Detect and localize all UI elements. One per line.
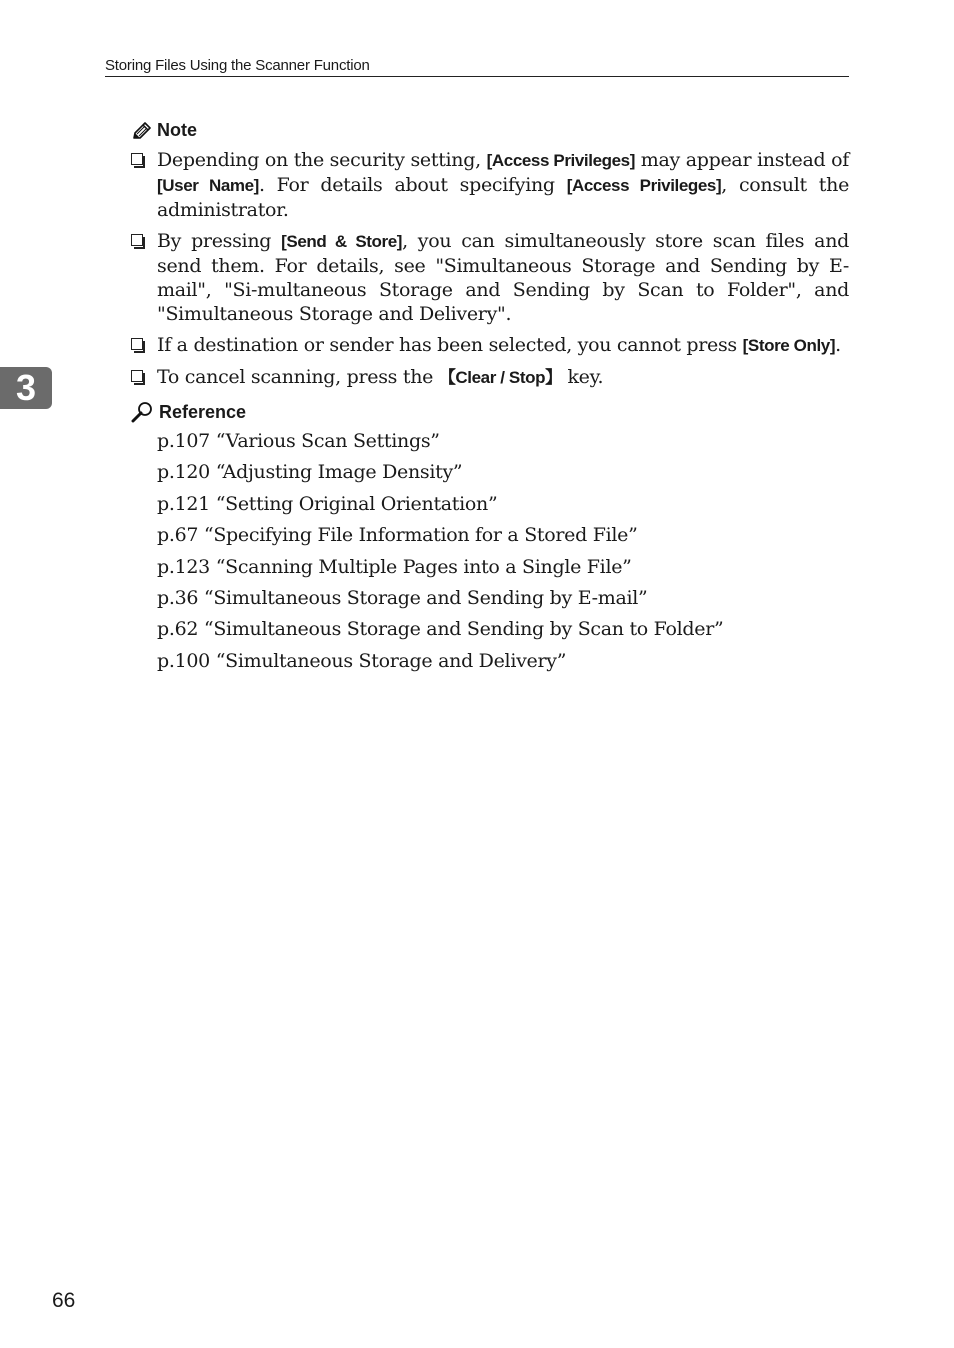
note-text: , consult the administrator. bbox=[157, 174, 850, 221]
note-item bbox=[131, 333, 849, 358]
reference-link[interactable]: p.107 “Various Scan Settings” bbox=[157, 430, 440, 452]
checkbox-bullet-icon bbox=[131, 153, 143, 165]
key-label: 【Clear / Stop】 bbox=[438, 368, 562, 387]
checkbox-bullet-icon bbox=[131, 338, 143, 350]
reference-link[interactable]: p.67 “Specifying File Information for a Stored File” bbox=[157, 524, 638, 547]
note-text: To cancel scanning, press the bbox=[157, 366, 439, 388]
key-label: [Send & Store] bbox=[281, 232, 403, 251]
checkbox-bullet-icon bbox=[131, 370, 143, 382]
key-label: [Store Only] bbox=[742, 336, 836, 355]
key-label: [Access Privileges] bbox=[566, 176, 722, 195]
note-text: If a destination or sender has been selected, you cannot press bbox=[157, 334, 743, 356]
reference-link[interactable]: p.120 “Adjusting Image Density” bbox=[157, 461, 463, 484]
magnifier-icon bbox=[131, 401, 155, 423]
chapter-tab: 3 bbox=[0, 367, 52, 409]
note-heading bbox=[131, 120, 197, 141]
note-heading-label: Note bbox=[157, 120, 197, 140]
note-text: . For details about specifying bbox=[258, 174, 567, 196]
reference-link[interactable]: p.62 “Simultaneous Storage and Sending by Scan to Folder” bbox=[157, 618, 724, 641]
running-header: Storing Files Using the Scanner Function bbox=[105, 57, 849, 77]
reference-link[interactable]: p.100 “Simultaneous Storage and Delivery” bbox=[157, 649, 567, 672]
reference-link[interactable]: p.123 “Scanning Multiple Pages into a Single File” bbox=[157, 555, 632, 578]
note-text: . bbox=[835, 334, 841, 356]
page-number: 66 bbox=[52, 1289, 76, 1312]
key-label: [Access Privileges] bbox=[486, 151, 635, 170]
note-item bbox=[131, 365, 849, 390]
reference-link[interactable]: p.121 “Setting Original Orientation” bbox=[157, 492, 498, 515]
note-text: By pressing bbox=[157, 230, 282, 252]
key-label: [User Name] bbox=[157, 176, 259, 195]
pencil-icon bbox=[131, 121, 153, 141]
note-item bbox=[131, 229, 849, 326]
note-text: Depending on the security setting, bbox=[157, 149, 487, 171]
reference-list bbox=[157, 429, 857, 680]
note-item bbox=[131, 148, 849, 222]
reference-heading-label: Reference bbox=[159, 401, 247, 422]
note-text: , you can simultaneously store scan files and send them. For details, see "Simultaneous Storage and Sending by E-mail", "Si-multaneous Storage and Sending by Scan to Folder", and "Simultaneous Storage and Delivery". bbox=[157, 230, 849, 325]
checkbox-bullet-icon bbox=[131, 234, 143, 246]
note-text: key. bbox=[561, 366, 604, 388]
note-text: may appear instead of bbox=[635, 149, 849, 171]
reference-link[interactable]: p.36 “Simultaneous Storage and Sending by E-mail” bbox=[157, 586, 648, 609]
reference-heading bbox=[131, 401, 246, 423]
note-list bbox=[131, 148, 849, 397]
